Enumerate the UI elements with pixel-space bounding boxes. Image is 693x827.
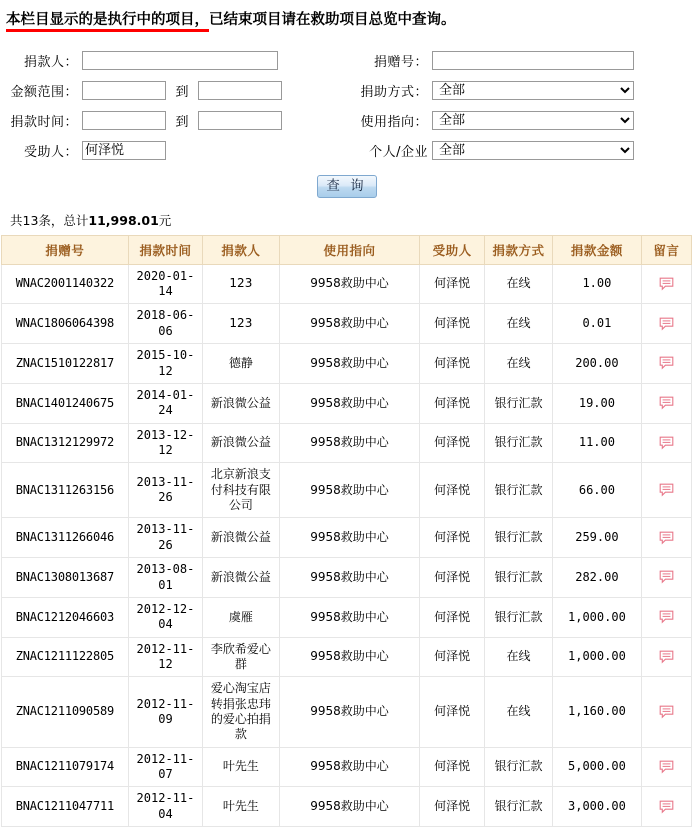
- cell-donor: 123: [203, 264, 279, 304]
- cell-beneficiary: 何泽悦: [420, 423, 484, 463]
- cell-usage: 9958救助中心: [279, 747, 420, 787]
- message-icon[interactable]: [659, 317, 674, 331]
- cell-method: 在线: [484, 264, 552, 304]
- cell-message: [641, 383, 691, 423]
- cell-usage: 9958救助中心: [279, 463, 420, 518]
- cell-amount: 1,000.00: [553, 597, 642, 637]
- cell-beneficiary: 何泽悦: [420, 383, 484, 423]
- beneficiary-input[interactable]: [82, 141, 166, 160]
- amount-range-to-label: 到: [175, 85, 189, 101]
- cell-donor: 虞雁: [203, 597, 279, 637]
- label-donation-no: 捐赠号：: [373, 55, 428, 71]
- table-row: [2, 344, 692, 384]
- cell-amount: 11.00: [553, 423, 642, 463]
- message-icon[interactable]: [659, 705, 674, 719]
- label-beneficiary: 受助人：: [23, 145, 78, 161]
- col-header-usage: 使用指向: [279, 235, 420, 264]
- cell-beneficiary: 何泽悦: [420, 518, 484, 558]
- form-row-donation-no: [350, 46, 693, 76]
- table-row: [2, 677, 692, 747]
- cell-donation-no: ZNAC1211122805: [2, 637, 129, 677]
- cell-donation-no: BNAC1311266046: [2, 518, 129, 558]
- summary-total: 11,998.01: [88, 212, 159, 228]
- cell-method: 在线: [484, 677, 552, 747]
- table-body: [2, 264, 692, 826]
- cell-donor: 北京新浪支付科技有限公司: [203, 463, 279, 518]
- cell-donate-time: 2013-08-01: [128, 558, 202, 598]
- cell-method: 在线: [484, 637, 552, 677]
- cell-donation-no: BNAC1401240675: [2, 383, 129, 423]
- cell-method: 银行汇款: [484, 383, 552, 423]
- table-row: [2, 304, 692, 344]
- cell-amount: 5,000.00: [553, 747, 642, 787]
- label-amount-range: 金额范围：: [10, 85, 78, 101]
- cell-donate-time: 2012-11-12: [128, 637, 202, 677]
- summary-prefix: 共13条，总计: [10, 212, 89, 228]
- cell-donation-no: ZNAC1510122817: [2, 344, 129, 384]
- table-row: [2, 558, 692, 598]
- cell-donation-no: WNAC2001140322: [2, 264, 129, 304]
- col-header-amount: 捐款金额: [553, 235, 642, 264]
- message-icon[interactable]: [659, 277, 674, 291]
- search-form-right-column: [350, 46, 693, 166]
- donate-date-to-input[interactable]: [198, 111, 282, 130]
- amount-range-to-input[interactable]: [198, 81, 282, 100]
- table-header-row: [2, 235, 692, 264]
- cell-beneficiary: 何泽悦: [420, 597, 484, 637]
- message-icon[interactable]: [659, 760, 674, 774]
- search-form-left-column: [0, 46, 350, 166]
- donations-table: [1, 235, 692, 827]
- cell-message: [641, 304, 691, 344]
- message-icon[interactable]: [659, 650, 674, 664]
- cell-amount: 66.00: [553, 463, 642, 518]
- cell-donate-time: 2013-12-12: [128, 423, 202, 463]
- cell-message: [641, 747, 691, 787]
- label-usage-direction: 使用指向：: [360, 115, 428, 131]
- table-row: [2, 637, 692, 677]
- label-donor-name: 捐款人：: [23, 55, 78, 71]
- cell-amount: 1.00: [553, 264, 642, 304]
- message-icon[interactable]: [659, 610, 674, 624]
- form-row-donation-method: [350, 76, 693, 106]
- cell-usage: 9958救助中心: [279, 423, 420, 463]
- col-header-donation-no: 捐赠号: [2, 235, 129, 264]
- cell-usage: 9958救助中心: [279, 597, 420, 637]
- cell-amount: 200.00: [553, 344, 642, 384]
- cell-beneficiary: 何泽悦: [420, 304, 484, 344]
- cell-usage: 9958救助中心: [279, 787, 420, 827]
- cell-amount: 19.00: [553, 383, 642, 423]
- cell-method: 银行汇款: [484, 558, 552, 598]
- cell-donor: 爱心淘宝店转捐张忠玮的爱心拍捐款: [203, 677, 279, 747]
- cell-amount: 3,000.00: [553, 787, 642, 827]
- cell-usage: 9958救助中心: [279, 558, 420, 598]
- col-header-donor: 捐款人: [203, 235, 279, 264]
- label-donate-date: 捐款时间：: [10, 115, 78, 131]
- cell-message: [641, 518, 691, 558]
- table-row: [2, 423, 692, 463]
- col-header-beneficiary: 受助人: [420, 235, 484, 264]
- cell-donation-no: BNAC1311263156: [2, 463, 129, 518]
- cell-donor: 叶先生: [203, 787, 279, 827]
- cell-usage: 9958救助中心: [279, 677, 420, 747]
- form-row-usage-direction: [350, 106, 693, 136]
- cell-message: [641, 423, 691, 463]
- cell-donation-no: BNAC1308013687: [2, 558, 129, 598]
- donate-date-to-label: 到: [175, 115, 189, 131]
- cell-method: 银行汇款: [484, 463, 552, 518]
- cell-donor: 李欣希爱心群: [203, 637, 279, 677]
- cell-donor: 新浪微公益: [203, 518, 279, 558]
- cell-method: 在线: [484, 304, 552, 344]
- cell-usage: 9958救助中心: [279, 518, 420, 558]
- cell-method: 银行汇款: [484, 787, 552, 827]
- table-row: [2, 518, 692, 558]
- donate-date-from-input[interactable]: [82, 111, 166, 130]
- person-company-select[interactable]: [432, 141, 634, 160]
- cell-donate-time: 2013-11-26: [128, 463, 202, 518]
- usage-direction-select[interactable]: [432, 111, 634, 130]
- cell-amount: 1,000.00: [553, 637, 642, 677]
- table-row: [2, 463, 692, 518]
- cell-message: [641, 637, 691, 677]
- cell-donate-time: 2015-10-12: [128, 344, 202, 384]
- table-row: [2, 747, 692, 787]
- results-summary: [10, 211, 693, 229]
- cell-message: [641, 558, 691, 598]
- message-icon[interactable]: [659, 531, 674, 545]
- table-row: [2, 597, 692, 637]
- summary-suffix: 元: [158, 212, 172, 228]
- cell-beneficiary: 何泽悦: [420, 787, 484, 827]
- message-icon[interactable]: [659, 436, 674, 450]
- col-header-message: 留言: [641, 235, 691, 264]
- donation-no-input[interactable]: [432, 51, 634, 70]
- cell-amount: 259.00: [553, 518, 642, 558]
- notice-banner: [0, 0, 693, 32]
- cell-beneficiary: 何泽悦: [420, 637, 484, 677]
- cell-beneficiary: 何泽悦: [420, 747, 484, 787]
- col-header-donate-time: 捐款时间: [128, 235, 202, 264]
- query-button-row: [0, 175, 693, 198]
- form-row-donate-date: [0, 106, 350, 136]
- cell-method: 银行汇款: [484, 597, 552, 637]
- notice-rest-text: 已结束项目请在救助项目总览中查询。: [209, 12, 456, 28]
- message-icon[interactable]: [659, 356, 674, 370]
- cell-beneficiary: 何泽悦: [420, 558, 484, 598]
- cell-donation-no: WNAC1806064398: [2, 304, 129, 344]
- cell-donation-no: BNAC1211047711: [2, 787, 129, 827]
- cell-usage: 9958救助中心: [279, 344, 420, 384]
- cell-donation-no: BNAC1212046603: [2, 597, 129, 637]
- cell-usage: 9958救助中心: [279, 637, 420, 677]
- form-row-person-company: [350, 136, 693, 166]
- table-row: [2, 264, 692, 304]
- cell-method: 银行汇款: [484, 423, 552, 463]
- notice-underlined-text: 本栏目显示的是执行中的项目，: [6, 12, 209, 32]
- cell-amount: 282.00: [553, 558, 642, 598]
- cell-amount: 1,160.00: [553, 677, 642, 747]
- cell-donate-time: 2020-01-14: [128, 264, 202, 304]
- query-button[interactable]: 查 询: [317, 175, 377, 198]
- cell-message: [641, 344, 691, 384]
- cell-beneficiary: 何泽悦: [420, 463, 484, 518]
- cell-usage: 9958救助中心: [279, 304, 420, 344]
- cell-usage: 9958救助中心: [279, 383, 420, 423]
- cell-donor: 新浪微公益: [203, 558, 279, 598]
- label-person-company: 个人/企业: [369, 145, 428, 161]
- cell-message: [641, 463, 691, 518]
- form-row-beneficiary: [0, 136, 350, 166]
- cell-beneficiary: 何泽悦: [420, 344, 484, 384]
- cell-message: [641, 597, 691, 637]
- table-row: [2, 383, 692, 423]
- cell-donate-time: 2014-01-24: [128, 383, 202, 423]
- cell-donate-time: 2012-11-07: [128, 747, 202, 787]
- cell-donor: 新浪微公益: [203, 383, 279, 423]
- cell-method: 银行汇款: [484, 747, 552, 787]
- donation-method-select[interactable]: [432, 81, 634, 100]
- cell-method: 在线: [484, 344, 552, 384]
- cell-usage: 9958救助中心: [279, 264, 420, 304]
- cell-method: 银行汇款: [484, 518, 552, 558]
- donor-name-input[interactable]: [82, 51, 278, 70]
- cell-message: [641, 264, 691, 304]
- cell-beneficiary: 何泽悦: [420, 677, 484, 747]
- message-icon[interactable]: [659, 570, 674, 584]
- form-row-donor-name: [0, 46, 350, 76]
- cell-donate-time: 2012-11-09: [128, 677, 202, 747]
- cell-amount: 0.01: [553, 304, 642, 344]
- cell-donor: 123: [203, 304, 279, 344]
- cell-donation-no: ZNAC1211090589: [2, 677, 129, 747]
- cell-beneficiary: 何泽悦: [420, 264, 484, 304]
- cell-donor: 新浪微公益: [203, 423, 279, 463]
- cell-donation-no: BNAC1312129972: [2, 423, 129, 463]
- cell-donation-no: BNAC1211079174: [2, 747, 129, 787]
- message-icon[interactable]: [659, 483, 674, 497]
- cell-donate-time: 2018-06-06: [128, 304, 202, 344]
- message-icon[interactable]: [659, 396, 674, 410]
- table-row: [2, 787, 692, 827]
- cell-donor: 德静: [203, 344, 279, 384]
- amount-range-from-input[interactable]: [82, 81, 166, 100]
- message-icon[interactable]: [659, 800, 674, 814]
- form-row-amount-range: [0, 76, 350, 106]
- search-form: [0, 46, 693, 166]
- cell-donate-time: 2012-11-04: [128, 787, 202, 827]
- cell-donor: 叶先生: [203, 747, 279, 787]
- cell-donate-time: 2012-12-04: [128, 597, 202, 637]
- cell-donate-time: 2013-11-26: [128, 518, 202, 558]
- cell-message: [641, 787, 691, 827]
- cell-message: [641, 677, 691, 747]
- label-donation-method: 捐助方式：: [360, 85, 428, 101]
- col-header-method: 捐款方式: [484, 235, 552, 264]
